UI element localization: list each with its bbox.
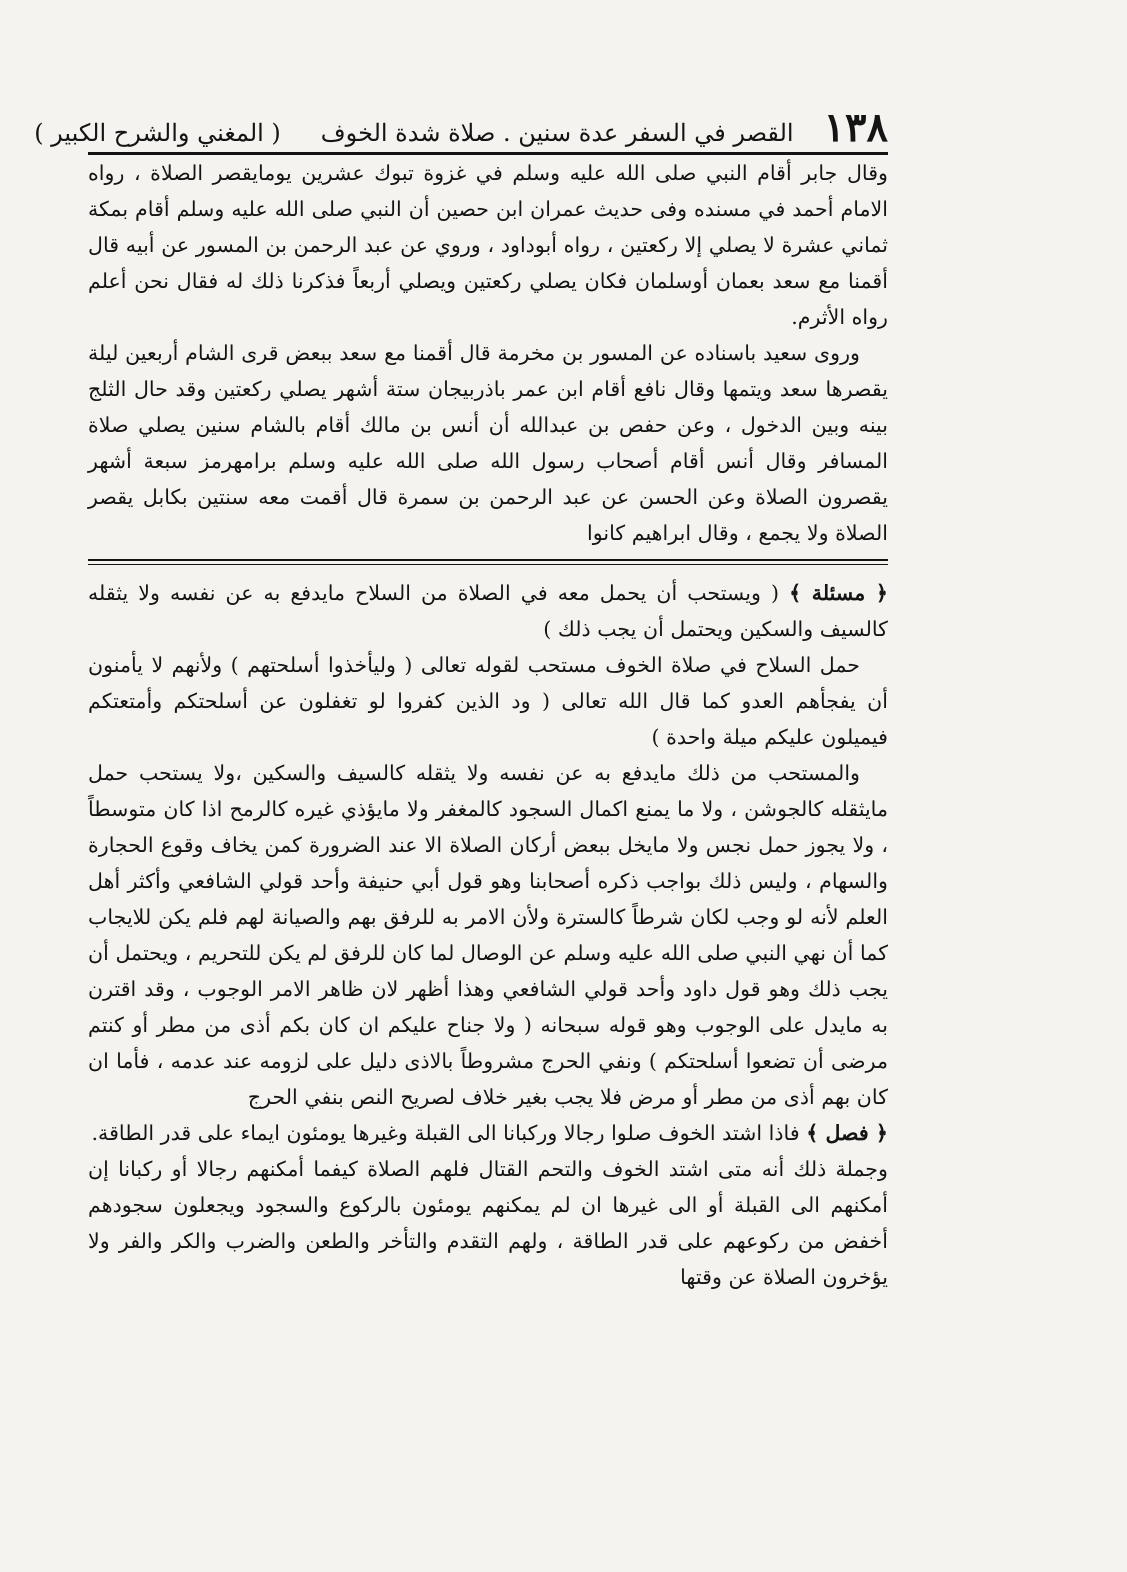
upper-text <box>88 155 888 551</box>
book-page <box>34 100 888 1295</box>
paragraph: حمل السلاح في صلاة الخوف مستحب لقوله تعالى ( وليأخذوا أسلحتهم ) ولأنهم لا يأمنون أن يفجأهم العدو كما قال الله تعالى ( ود الذين كفروا لو تغفلون عن أسلحتكم وأمتعتكم فيميلون عليكم ميلة واحدة ) <box>88 653 888 749</box>
lower-text <box>88 575 888 1295</box>
paragraph: وقال جابر أقام النبي صلى الله عليه وسلم في غزوة تبوك عشرين يومايقصر الصلاة ، رواه الامام أحمد في مسنده وفى حديث عمران ابن حصين أن النبي صلى الله عليه وسلم أقام بمكة ثماني عشرة لا يصلي إلا ركعتين ، رواه أبوداود ، وروي عن عبد الرحمن بن المسور عن أبيه قال أقمنا مع سعد بعمان أوسلمان فكان يصلي ركعتين ويصلي أربعاً فذكرنا ذلك له فقال نحن أعلم رواه الأثرم. <box>88 161 888 329</box>
section-divider <box>88 559 888 565</box>
paragraph: والمستحب من ذلك مايدفع به عن نفسه ولا يثقله كالسيف والسكين ،ولا يستحب حمل مايثقله كالجوشن ، ولا ما يمنع اكمال السجود كالمغفر ولا مايؤذي غيره كالرمح اذا كان متوسطاً ، ولا يجوز حمل نجس ولا مايخل ببعض أركان الصلاة الا عند الضرورة كمن يخاف وقوع الحجارة والسهام ، وليس ذلك بواجب ذكره أصحابنا وهو قول أبي حنيفة وأحد قولي الشافعي وأكثر أهل العلم لأنه لو وجب لكان شرطاً كالسترة ولأن الامر به للرفق بهم والصيانة لهم فلم يكن للايجاب كما أن نهي النبي صلى الله عليه وسلم عن الوصال لما كان للرفق لم يكن للتحريم ، ويحتمل أن يجب ذلك وهو قول داود وأحد قولي الشافعي وهذا أظهر لان ظاهر الامر الوجوب ، وقد اقترن به مايدل على الوجوب وهو قوله سبحانه ( ولا جناح عليكم ان كان بكم أذى من مطر أو كنتم مرضى أن تضعوا أسلحتكم ) ونفي الحرج مشروطاً بالاذى دليل على لزومه عند عدمه ، فأما ان كان بهم أذى من مطر أو مرض فلا يجب بغير خلاف لصريح النص بنفي الحرج <box>88 761 888 1109</box>
masala-paragraph <box>88 575 888 647</box>
paragraph: وروى سعيد باسناده عن المسور بن مخرمة قال أقمنا مع سعد ببعض قرى الشام أربعين ليلة يقصرها سعد ويتمها وقال نافع أقام ابن عمر باذربيجان ستة أشهر يصلي ركعتين وقد حال الثلج بينه وبين الدخول ، وعن حفص بن عبدالله أن أنس بن مالك أقام بالشام سنين يصلي صلاة المسافر وقال أنس أقام أصحاب رسول الله صلى الله عليه وسلم برامهرمز سبعة أشهر يقصرون الصلاة وعن الحسن عن عبد الرحمن بن سمرة قال أقمت معه سنتين بكابل يقصر الصلاة ولا يجمع ، وقال ابراهيم كانوا <box>88 341 888 545</box>
paragraph: وجملة ذلك أنه متى اشتد الخوف والتحم القتال فلهم الصلاة كيفما أمكنهم رجالا أو ركبانا إن أمكنهم الى القبلة أو الى غيرها ان لم يمكنهم يومئون بالركوع والسجود ويجعلون سجودهم أخفض من ركوعهم على قدر الطاقة ، ولهم التقدم والتأخر والطعن والضرب والكر والفر ولا يؤخرون الصلاة عن وقتها <box>88 1157 888 1289</box>
fasl-marker: ﴿ فصل ﴾ <box>806 1121 888 1145</box>
masala-text: ( ويستحب أن يحمل معه في الصلاة من السلاح مايدفع به عن نفسه ولا يثقله كالسيف والسكين ويحتمل أن يجب ذلك ) <box>88 581 888 641</box>
fasl-paragraph <box>88 1115 888 1151</box>
page-header <box>34 100 888 151</box>
page-number: ١٣٨ <box>823 104 888 151</box>
book-title: ( المغني والشرح الكبير ) <box>34 119 281 147</box>
running-title: القصر في السفر عدة سنين . صلاة شدة الخوف <box>320 119 794 147</box>
fasl-text: فاذا اشتد الخوف صلوا رجالا وركبانا الى القبلة وغيرها يومئون ايماء على قدر الطاقة. <box>91 1121 800 1145</box>
masala-marker: ﴿ مسئلة ﴾ <box>789 581 888 605</box>
